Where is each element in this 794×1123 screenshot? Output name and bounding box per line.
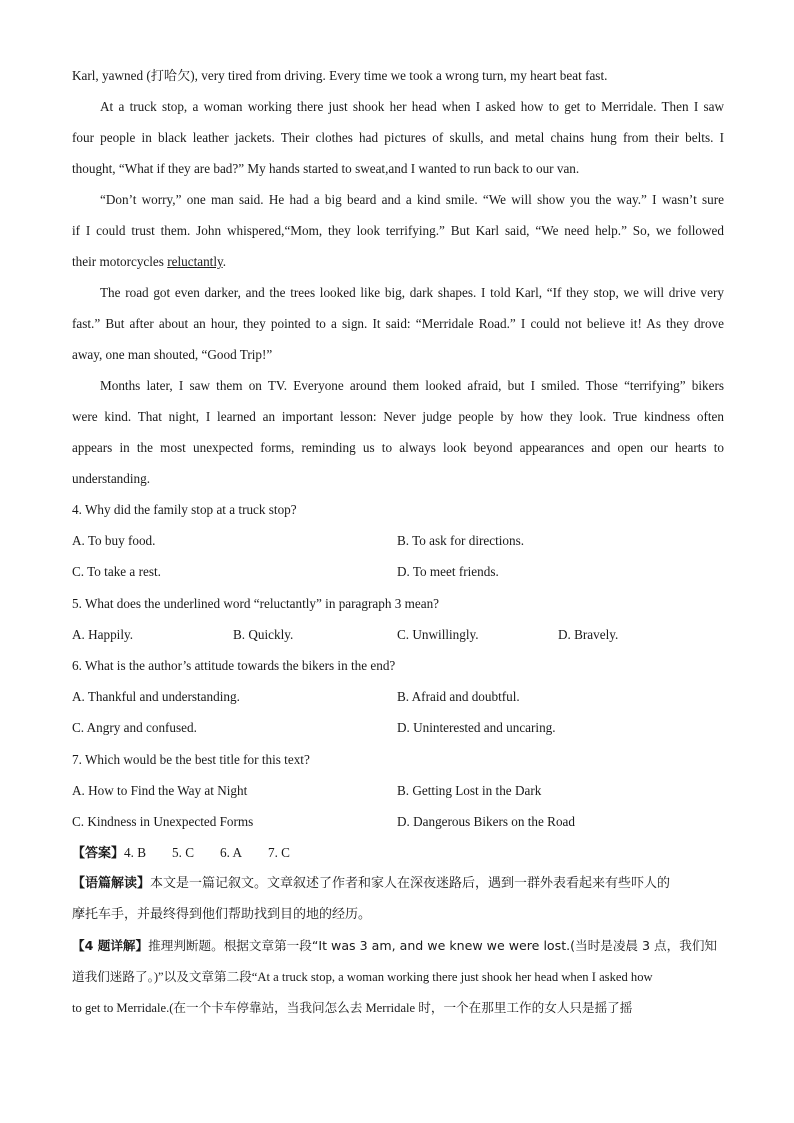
- interpretation-line-1: [72, 875, 670, 893]
- question-6-option-a: A. Thankful and understanding.: [72, 689, 240, 704]
- passage-p5-line-3: appears in the most unexpected forms, reminding us to always look beyond appearances and open our hearts to: [72, 440, 724, 455]
- detail-4-line-3: to get to Merridale.(在一个卡车停靠站，当我问怎么去 Merridale 时，一个在那里工作的女人只是摇了摇: [72, 1001, 633, 1015]
- passage-p5-line-4: understanding.: [72, 471, 151, 486]
- passage-p4-line-2: fast.” But after about an hour, they pointed to a sign. It said: “Merridale Road.” I could not believe it! As they drove: [72, 316, 724, 331]
- detail-4-label: 【4 题详解】: [72, 938, 149, 953]
- question-5-option-b: B. Quickly.: [233, 627, 294, 642]
- question-7-option-a: A. How to Find the Way at Night: [72, 783, 248, 798]
- question-5-option-a: A. Happily.: [72, 627, 134, 642]
- passage-p2-line-1: At a truck stop, a woman working there just shook her head when I asked how to get to Merridale. Then I saw: [100, 99, 724, 114]
- passage-p2-line-3: thought, “What if they are bad?” My hands started to sweat,and I wanted to run back to our van.: [72, 161, 580, 176]
- interpretation-line-2: 摩托车手，并最终得到他们帮助找到目的地的经历。: [72, 907, 372, 922]
- interpretation-label: 【语篇解读】: [72, 876, 151, 891]
- answer-label: 【答案】: [72, 846, 125, 861]
- detail-4-line-1: [72, 937, 717, 955]
- question-5-option-c: C. Unwillingly.: [397, 627, 479, 642]
- question-4-option-a: A. To buy food.: [72, 533, 156, 548]
- interpretation-text-1: 本文是一篇记叙文。文章叙述了作者和家人在深夜迷路后，遇到一群外表看起来有些吓人的: [150, 876, 671, 891]
- passage-p4-line-1: The road got even darker, and the trees looked like big, dark shapes. I told Karl, “If they stop, we will drive very: [100, 285, 724, 300]
- answer-6: 6. A: [219, 845, 242, 860]
- question-6-option-d: D. Uninterested and uncaring.: [397, 720, 556, 735]
- question-6-option-c: C. Angry and confused.: [72, 720, 197, 735]
- question-4-option-b: B. To ask for directions.: [397, 533, 525, 548]
- answer-4: 4. B: [124, 845, 146, 860]
- question-4-option-c: C. To take a rest.: [72, 564, 161, 579]
- detail-4-line-2: 道我们迷路了。)”以及文章第二段“At a truck stop, a woman working there just shook her head when I asked how: [72, 970, 653, 984]
- answer-line: [72, 844, 290, 863]
- detail-4-text-1: 推理判断题。根据文章第一段“It was 3 am, and we knew we were lost.(当时是凌晨 3 点，我们知: [148, 938, 718, 953]
- question-7-option-c: C. Kindness in Unexpected Forms: [72, 814, 254, 829]
- underlined-word-reluctantly: reluctantly: [167, 254, 223, 269]
- question-7-stem: 7. Which would be the best title for this text?: [72, 752, 310, 767]
- question-4-option-d: D. To meet friends.: [397, 564, 499, 579]
- passage-p2-line-2: four people in black leather jackets. Their clothes had pictures of skulls, and metal chains hung from their belts. I: [72, 130, 724, 145]
- passage-p5-line-2: were kind. That night, I learned an important lesson: Never judge people by how they look. True kindness often: [72, 409, 724, 424]
- passage-p3-line-2: if I could trust them. John whispered,“Mom, they look terrifying.” But Karl said, “We need help.” So, we followed: [72, 223, 724, 238]
- passage-p5-line-1: Months later, I saw them on TV. Everyone around them looked afraid, but I smiled. Those “terrifying” bikers: [100, 378, 724, 393]
- question-7-option-d: D. Dangerous Bikers on the Road: [397, 814, 575, 829]
- question-5-stem: 5. What does the underlined word “reluctantly” in paragraph 3 mean?: [72, 596, 440, 611]
- passage-p3-line-1: “Don’t worry,” one man said. He had a big beard and a kind smile. “We will show you the way.” I wasn’t sure: [100, 192, 724, 207]
- answer-7: 7. C: [267, 845, 290, 860]
- passage-p3-prefix: their motorcycles: [72, 254, 168, 269]
- question-7-option-b: B. Getting Lost in the Dark: [397, 783, 542, 798]
- question-6-option-b: B. Afraid and doubtful.: [397, 689, 520, 704]
- question-6-stem: 6. What is the author’s attitude towards the bikers in the end?: [72, 658, 396, 673]
- passage-p3-line-3: [72, 253, 226, 271]
- passage-p4-line-3: away, one man shouted, “Good Trip!”: [72, 347, 273, 362]
- answer-5: 5. C: [172, 845, 194, 860]
- question-4-stem: 4. Why did the family stop at a truck stop?: [72, 502, 297, 517]
- passage-p3-suffix: .: [222, 254, 227, 269]
- question-5-option-d: D. Bravely.: [558, 627, 619, 642]
- passage-paragraph-1-tail: Karl, yawned (打哈欠), very tired from driving. Every time we took a wrong turn, my heart beat fast.: [72, 68, 608, 83]
